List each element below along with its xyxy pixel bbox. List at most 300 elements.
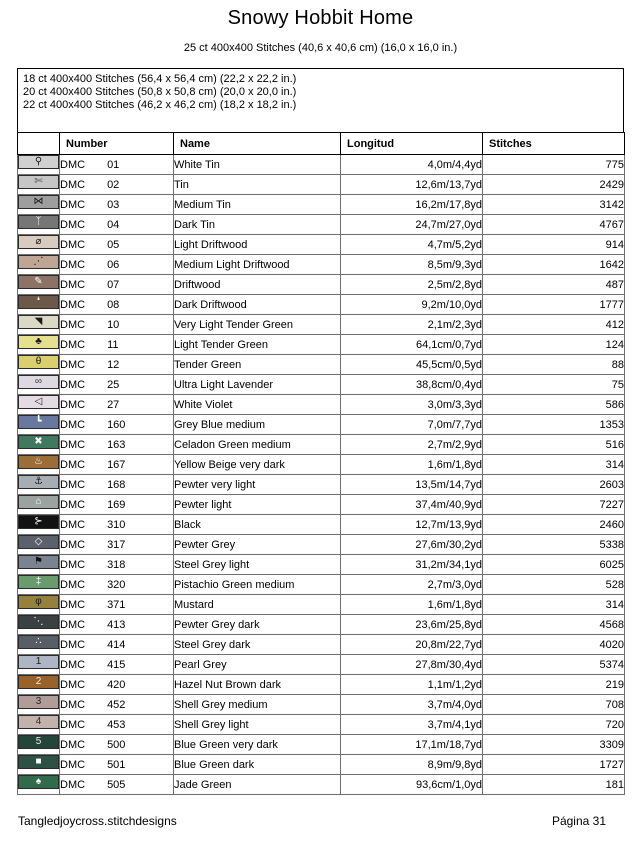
length-value: 9,2m/10,0yd bbox=[341, 295, 483, 315]
header-name: Name bbox=[174, 133, 341, 155]
thread-code: 415 bbox=[107, 658, 126, 671]
thread-name: Hazel Nut Brown dark bbox=[174, 675, 341, 695]
number-cell bbox=[60, 455, 174, 475]
color-swatch bbox=[18, 435, 59, 449]
table-row bbox=[18, 375, 625, 395]
header-longitud: Longitud bbox=[341, 133, 483, 155]
stitches-count: 1353 bbox=[483, 415, 625, 435]
number-cell bbox=[60, 295, 174, 315]
page-subtitle: 25 ct 400x400 Stitches (40,6 x 40,6 cm) (16,0 x 16,0 in.) bbox=[183, 42, 458, 54]
size-info-box bbox=[17, 68, 624, 133]
stitches-count: 487 bbox=[483, 275, 625, 295]
brand-label: DMC bbox=[60, 378, 86, 391]
color-swatch bbox=[18, 755, 59, 769]
symbol-cell bbox=[18, 375, 60, 395]
stitch-symbol-icon: ✖ bbox=[34, 436, 43, 447]
table-row bbox=[18, 175, 625, 195]
thread-name: Blue Green dark bbox=[174, 755, 341, 775]
brand-label: DMC bbox=[60, 598, 86, 611]
color-swatch bbox=[18, 275, 59, 289]
color-swatch bbox=[18, 395, 59, 409]
stitches-count: 720 bbox=[483, 715, 625, 735]
color-swatch bbox=[18, 455, 59, 469]
thread-name: Very Light Tender Green bbox=[174, 315, 341, 335]
color-swatch bbox=[18, 175, 59, 189]
color-swatch bbox=[18, 535, 59, 549]
header-symbol bbox=[18, 133, 60, 155]
thread-code: 04 bbox=[107, 218, 120, 231]
color-swatch bbox=[18, 555, 59, 569]
brand-label: DMC bbox=[60, 398, 86, 411]
length-value: 2,7m/3,0yd bbox=[341, 575, 483, 595]
footer-page-number: Página 31 bbox=[551, 814, 606, 828]
stitch-symbol-icon: ᛉ bbox=[35, 216, 42, 227]
size-info-line-18ct: 18 ct 400x400 Stitches (56,4 x 56,4 cm) (22,2 x 22,2 in.) bbox=[23, 73, 297, 85]
stitch-symbol-icon: ✄ bbox=[34, 176, 43, 187]
brand-label: DMC bbox=[60, 198, 86, 211]
stitch-symbol-icon: ⊱ bbox=[34, 516, 43, 527]
length-value: 38,8cm/0,4yd bbox=[341, 375, 483, 395]
number-cell bbox=[60, 575, 174, 595]
color-swatch bbox=[18, 215, 59, 229]
stitch-symbol-icon: ♣ bbox=[35, 336, 42, 347]
stitches-count: 708 bbox=[483, 695, 625, 715]
thread-name: Steel Grey light bbox=[174, 555, 341, 575]
thread-code: 27 bbox=[107, 398, 120, 411]
stitches-count: 219 bbox=[483, 675, 625, 695]
thread-name: Tender Green bbox=[174, 355, 341, 375]
stitch-symbol-icon: θ bbox=[35, 356, 42, 367]
thread-code: 12 bbox=[107, 358, 120, 371]
stitch-symbol-icon: ♠ bbox=[35, 776, 42, 787]
symbol-cell bbox=[18, 155, 60, 175]
thread-name: Pistachio Green medium bbox=[174, 575, 341, 595]
thread-name: Black bbox=[174, 515, 341, 535]
thread-name: White Tin bbox=[174, 155, 341, 175]
table-row bbox=[18, 415, 625, 435]
number-cell bbox=[60, 435, 174, 455]
legend-header-row bbox=[18, 133, 625, 155]
thread-code: 420 bbox=[107, 678, 126, 691]
thread-name: Mustard bbox=[174, 595, 341, 615]
symbol-cell bbox=[18, 595, 60, 615]
table-row bbox=[18, 315, 625, 335]
thread-name: Dark Tin bbox=[174, 215, 341, 235]
number-cell bbox=[60, 715, 174, 735]
thread-name: Ultra Light Lavender bbox=[174, 375, 341, 395]
table-row bbox=[18, 335, 625, 355]
stitch-symbol-icon: 5 bbox=[35, 736, 42, 747]
thread-code: 168 bbox=[107, 478, 126, 491]
table-row bbox=[18, 275, 625, 295]
number-cell bbox=[60, 235, 174, 255]
thread-name: Grey Blue medium bbox=[174, 415, 341, 435]
table-row bbox=[18, 235, 625, 255]
stitch-symbol-icon: ⌀ bbox=[35, 236, 42, 247]
brand-label: DMC bbox=[60, 558, 86, 571]
length-value: 3,7m/4,0yd bbox=[341, 695, 483, 715]
thread-code: 500 bbox=[107, 738, 126, 751]
symbol-cell bbox=[18, 415, 60, 435]
symbol-cell bbox=[18, 515, 60, 535]
length-value: 7,0m/7,7yd bbox=[341, 415, 483, 435]
table-row bbox=[18, 615, 625, 635]
thread-name: Shell Grey medium bbox=[174, 695, 341, 715]
table-row bbox=[18, 735, 625, 755]
thread-name: Tin bbox=[174, 175, 341, 195]
stitches-count: 5338 bbox=[483, 535, 625, 555]
table-row bbox=[18, 355, 625, 375]
number-cell bbox=[60, 655, 174, 675]
symbol-cell bbox=[18, 235, 60, 255]
number-cell bbox=[60, 335, 174, 355]
number-cell bbox=[60, 695, 174, 715]
symbol-cell bbox=[18, 695, 60, 715]
number-cell bbox=[60, 375, 174, 395]
color-swatch bbox=[18, 375, 59, 389]
symbol-cell bbox=[18, 455, 60, 475]
number-cell bbox=[60, 515, 174, 535]
brand-label: DMC bbox=[60, 538, 86, 551]
stitch-symbol-icon: ◇ bbox=[34, 536, 43, 547]
thread-name: Dark Driftwood bbox=[174, 295, 341, 315]
stitch-symbol-icon: ⋰ bbox=[33, 256, 44, 267]
length-value: 27,6m/30,2yd bbox=[341, 535, 483, 555]
size-info-line-22ct: 22 ct 400x400 Stitches (46,2 x 46,2 cm) (18,2 x 18,2 in.) bbox=[23, 99, 297, 111]
brand-label: DMC bbox=[60, 418, 86, 431]
length-value: 2,7m/2,9yd bbox=[341, 435, 483, 455]
color-swatch bbox=[18, 515, 59, 529]
brand-label: DMC bbox=[60, 238, 86, 251]
thread-code: 07 bbox=[107, 278, 120, 291]
thread-code: 160 bbox=[107, 418, 126, 431]
brand-label: DMC bbox=[60, 518, 86, 531]
color-swatch bbox=[18, 315, 59, 329]
symbol-cell bbox=[18, 675, 60, 695]
thread-code: 310 bbox=[107, 518, 126, 531]
stitches-count: 75 bbox=[483, 375, 625, 395]
symbol-cell bbox=[18, 255, 60, 275]
thread-name: Pearl Grey bbox=[174, 655, 341, 675]
color-swatch bbox=[18, 575, 59, 589]
color-swatch bbox=[18, 495, 59, 509]
thread-name: Medium Light Driftwood bbox=[174, 255, 341, 275]
length-value: 3,7m/4,1yd bbox=[341, 715, 483, 735]
number-cell bbox=[60, 315, 174, 335]
stitches-count: 7227 bbox=[483, 495, 625, 515]
symbol-cell bbox=[18, 435, 60, 455]
stitches-count: 775 bbox=[483, 155, 625, 175]
length-value: 1,6m/1,8yd bbox=[341, 455, 483, 475]
thread-name: Pewter Grey bbox=[174, 535, 341, 555]
brand-label: DMC bbox=[60, 478, 86, 491]
thread-code: 414 bbox=[107, 638, 126, 651]
number-cell bbox=[60, 395, 174, 415]
number-cell bbox=[60, 275, 174, 295]
stitches-count: 181 bbox=[483, 775, 625, 795]
number-cell bbox=[60, 415, 174, 435]
stitch-symbol-icon: ◥ bbox=[34, 316, 43, 327]
length-value: 8,5m/9,3yd bbox=[341, 255, 483, 275]
number-cell bbox=[60, 635, 174, 655]
symbol-cell bbox=[18, 335, 60, 355]
table-row bbox=[18, 475, 625, 495]
color-swatch bbox=[18, 595, 59, 609]
symbol-cell bbox=[18, 655, 60, 675]
table-row bbox=[18, 255, 625, 275]
symbol-cell bbox=[18, 555, 60, 575]
thread-code: 320 bbox=[107, 578, 126, 591]
thread-code: 453 bbox=[107, 718, 126, 731]
length-value: 20,8m/22,7yd bbox=[341, 635, 483, 655]
brand-label: DMC bbox=[60, 658, 86, 671]
number-cell bbox=[60, 155, 174, 175]
color-swatch bbox=[18, 775, 59, 789]
thread-code: 501 bbox=[107, 758, 126, 771]
stitch-symbol-icon: ⋱ bbox=[33, 616, 44, 627]
thread-name: Light Driftwood bbox=[174, 235, 341, 255]
size-info-line-20ct: 20 ct 400x400 Stitches (50,8 x 50,8 cm) (20,0 x 20,0 in.) bbox=[23, 86, 297, 98]
length-value: 31,2m/34,1yd bbox=[341, 555, 483, 575]
thread-code: 452 bbox=[107, 698, 126, 711]
stitch-symbol-icon: 3 bbox=[35, 696, 42, 707]
brand-label: DMC bbox=[60, 178, 86, 191]
brand-label: DMC bbox=[60, 758, 86, 771]
table-row bbox=[18, 215, 625, 235]
stitch-symbol-icon: ∴ bbox=[35, 636, 42, 647]
color-swatch bbox=[18, 155, 59, 169]
thread-code: 371 bbox=[107, 598, 126, 611]
symbol-cell bbox=[18, 175, 60, 195]
color-swatch bbox=[18, 255, 59, 269]
color-swatch bbox=[18, 335, 59, 349]
thread-name: Celadon Green medium bbox=[174, 435, 341, 455]
length-value: 1,6m/1,8yd bbox=[341, 595, 483, 615]
brand-label: DMC bbox=[60, 618, 86, 631]
thread-name: Driftwood bbox=[174, 275, 341, 295]
table-row bbox=[18, 515, 625, 535]
thread-code: 169 bbox=[107, 498, 126, 511]
table-row bbox=[18, 535, 625, 555]
table-row bbox=[18, 555, 625, 575]
table-row bbox=[18, 155, 625, 175]
color-swatch bbox=[18, 695, 59, 709]
stitches-count: 314 bbox=[483, 455, 625, 475]
stitch-symbol-icon: ■ bbox=[35, 756, 42, 767]
length-value: 12,7m/13,9yd bbox=[341, 515, 483, 535]
stitch-symbol-icon: 4 bbox=[35, 716, 42, 727]
brand-label: DMC bbox=[60, 258, 86, 271]
thread-code: 505 bbox=[107, 778, 126, 791]
symbol-cell bbox=[18, 775, 60, 795]
stitch-symbol-icon: ❛ bbox=[36, 296, 41, 307]
table-row bbox=[18, 675, 625, 695]
thread-code: 08 bbox=[107, 298, 120, 311]
thread-code: 163 bbox=[107, 438, 126, 451]
symbol-cell bbox=[18, 735, 60, 755]
stitch-symbol-icon: ⚲ bbox=[34, 156, 43, 167]
thread-name: White Violet bbox=[174, 395, 341, 415]
brand-label: DMC bbox=[60, 458, 86, 471]
brand-label: DMC bbox=[60, 738, 86, 751]
brand-label: DMC bbox=[60, 778, 86, 791]
thread-code: 05 bbox=[107, 238, 120, 251]
number-cell bbox=[60, 255, 174, 275]
brand-label: DMC bbox=[60, 338, 86, 351]
stitches-count: 124 bbox=[483, 335, 625, 355]
length-value: 64,1cm/0,7yd bbox=[341, 335, 483, 355]
stitches-count: 3309 bbox=[483, 735, 625, 755]
length-value: 37,4m/40,9yd bbox=[341, 495, 483, 515]
symbol-cell bbox=[18, 215, 60, 235]
brand-label: DMC bbox=[60, 718, 86, 731]
header-stitches: Stitches bbox=[483, 133, 625, 155]
header-number: Number bbox=[60, 133, 174, 155]
color-swatch bbox=[18, 715, 59, 729]
color-swatch bbox=[18, 635, 59, 649]
brand-label: DMC bbox=[60, 158, 86, 171]
stitch-symbol-icon: ◁ bbox=[34, 396, 43, 407]
thread-legend-table bbox=[17, 132, 625, 795]
length-value: 45,5cm/0,5yd bbox=[341, 355, 483, 375]
page-content bbox=[17, 68, 624, 795]
table-row bbox=[18, 635, 625, 655]
page-title: Snowy Hobbit Home bbox=[227, 7, 414, 29]
stitches-count: 4568 bbox=[483, 615, 625, 635]
symbol-cell bbox=[18, 575, 60, 595]
thread-code: 167 bbox=[107, 458, 126, 471]
stitches-count: 1777 bbox=[483, 295, 625, 315]
length-value: 24,7m/27,0yd bbox=[341, 215, 483, 235]
table-row bbox=[18, 455, 625, 475]
stitch-symbol-icon: ✎ bbox=[34, 276, 43, 287]
brand-label: DMC bbox=[60, 578, 86, 591]
stitch-symbol-icon: ♨ bbox=[34, 456, 43, 467]
stitches-count: 88 bbox=[483, 355, 625, 375]
table-row bbox=[18, 575, 625, 595]
color-swatch bbox=[18, 475, 59, 489]
stitch-symbol-icon: φ bbox=[35, 596, 42, 607]
brand-label: DMC bbox=[60, 298, 86, 311]
brand-label: DMC bbox=[60, 438, 86, 451]
thread-code: 02 bbox=[107, 178, 120, 191]
stitches-count: 412 bbox=[483, 315, 625, 335]
length-value: 2,5m/2,8yd bbox=[341, 275, 483, 295]
stitch-symbol-icon: 2 bbox=[35, 676, 42, 687]
stitch-symbol-icon: ∞ bbox=[34, 376, 43, 387]
stitch-symbol-icon: ⋈ bbox=[33, 196, 44, 207]
length-value: 17,1m/18,7yd bbox=[341, 735, 483, 755]
brand-label: DMC bbox=[60, 698, 86, 711]
table-row bbox=[18, 695, 625, 715]
stitches-count: 4767 bbox=[483, 215, 625, 235]
table-row bbox=[18, 655, 625, 675]
number-cell bbox=[60, 475, 174, 495]
number-cell bbox=[60, 675, 174, 695]
color-swatch bbox=[18, 615, 59, 629]
symbol-cell bbox=[18, 635, 60, 655]
thread-code: 06 bbox=[107, 258, 120, 271]
stitches-count: 3142 bbox=[483, 195, 625, 215]
stitches-count: 586 bbox=[483, 395, 625, 415]
brand-label: DMC bbox=[60, 498, 86, 511]
table-row bbox=[18, 435, 625, 455]
number-cell bbox=[60, 195, 174, 215]
brand-label: DMC bbox=[60, 218, 86, 231]
thread-name: Pewter Grey dark bbox=[174, 615, 341, 635]
thread-code: 318 bbox=[107, 558, 126, 571]
symbol-cell bbox=[18, 535, 60, 555]
table-row bbox=[18, 495, 625, 515]
stitches-count: 6025 bbox=[483, 555, 625, 575]
color-swatch bbox=[18, 675, 59, 689]
number-cell bbox=[60, 755, 174, 775]
symbol-cell bbox=[18, 715, 60, 735]
footer-designer: Tangledjoycross.stitchdesigns bbox=[18, 814, 177, 828]
table-row bbox=[18, 775, 625, 795]
table-row bbox=[18, 295, 625, 315]
symbol-cell bbox=[18, 315, 60, 335]
length-value: 93,6cm/1,0yd bbox=[341, 775, 483, 795]
thread-name: Jade Green bbox=[174, 775, 341, 795]
number-cell bbox=[60, 775, 174, 795]
symbol-cell bbox=[18, 615, 60, 635]
stitches-count: 314 bbox=[483, 595, 625, 615]
thread-code: 03 bbox=[107, 198, 120, 211]
number-cell bbox=[60, 355, 174, 375]
table-row bbox=[18, 755, 625, 775]
brand-label: DMC bbox=[60, 678, 86, 691]
number-cell bbox=[60, 735, 174, 755]
stitches-count: 1727 bbox=[483, 755, 625, 775]
symbol-cell bbox=[18, 355, 60, 375]
length-value: 12,6m/13,7yd bbox=[341, 175, 483, 195]
stitches-count: 2429 bbox=[483, 175, 625, 195]
stitch-symbol-icon: ⚑ bbox=[34, 556, 43, 567]
brand-label: DMC bbox=[60, 358, 86, 371]
thread-code: 317 bbox=[107, 538, 126, 551]
length-value: 16,2m/17,8yd bbox=[341, 195, 483, 215]
thread-name: Pewter light bbox=[174, 495, 341, 515]
color-swatch bbox=[18, 195, 59, 209]
table-row bbox=[18, 595, 625, 615]
thread-name: Medium Tin bbox=[174, 195, 341, 215]
length-value: 27,8m/30,4yd bbox=[341, 655, 483, 675]
table-row bbox=[18, 715, 625, 735]
symbol-cell bbox=[18, 475, 60, 495]
stitch-symbol-icon: ┗ bbox=[35, 416, 42, 427]
stitches-count: 2460 bbox=[483, 515, 625, 535]
color-swatch bbox=[18, 735, 59, 749]
symbol-cell bbox=[18, 195, 60, 215]
length-value: 2,1m/2,3yd bbox=[341, 315, 483, 335]
color-swatch bbox=[18, 655, 59, 669]
stitch-symbol-icon: ‡ bbox=[35, 576, 42, 587]
table-row bbox=[18, 195, 625, 215]
number-cell bbox=[60, 175, 174, 195]
thread-name: Blue Green very dark bbox=[174, 735, 341, 755]
symbol-cell bbox=[18, 495, 60, 515]
thread-name: Shell Grey light bbox=[174, 715, 341, 735]
number-cell bbox=[60, 595, 174, 615]
length-value: 1,1m/1,2yd bbox=[341, 675, 483, 695]
number-cell bbox=[60, 495, 174, 515]
stitches-count: 1642 bbox=[483, 255, 625, 275]
brand-label: DMC bbox=[60, 318, 86, 331]
stitch-symbol-icon: ⌂ bbox=[35, 496, 42, 507]
color-swatch bbox=[18, 355, 59, 369]
length-value: 23,6m/25,8yd bbox=[341, 615, 483, 635]
